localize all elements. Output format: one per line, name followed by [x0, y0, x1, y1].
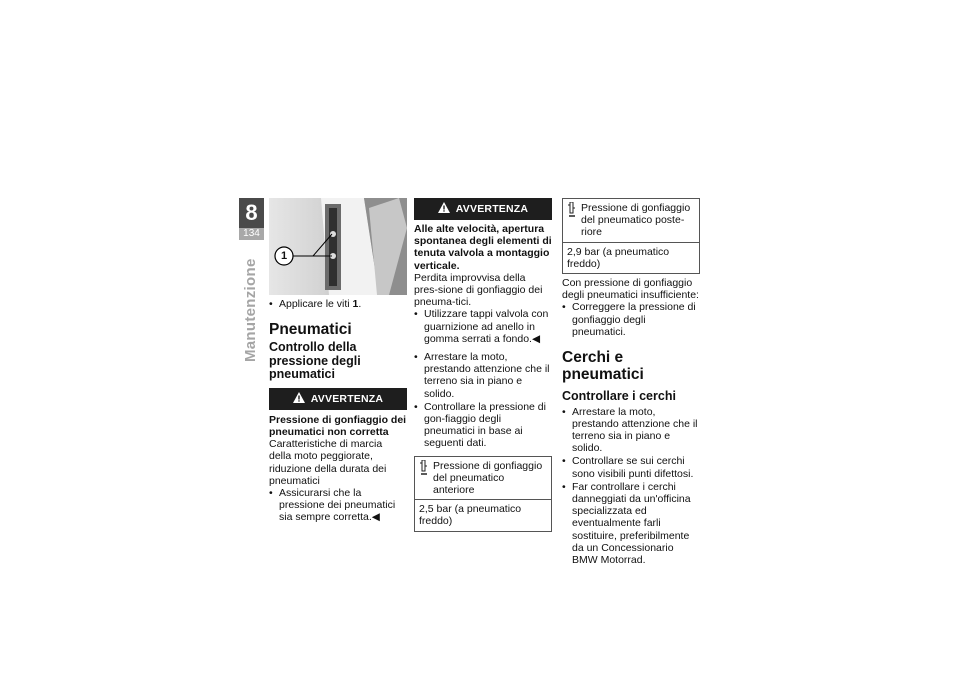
- page-number: 134: [239, 228, 264, 240]
- subsection-title-rims: Controllare i cerchi: [562, 389, 676, 404]
- tire-pressure-icon: [567, 202, 577, 221]
- spec-value: 2,9 bar (a pneumatico freddo): [563, 242, 699, 273]
- section-title-rims: Cerchi e pneumatici: [562, 349, 644, 384]
- list-item: • Controllare se sui cerchi sono visibili punti difettosi.: [562, 455, 700, 479]
- warning-bullets: [414, 308, 552, 345]
- warning-triangle-icon: [293, 392, 305, 406]
- warning-triangle-icon: [438, 202, 450, 216]
- chapter-title: Manutenzione: [242, 258, 259, 362]
- column-1: [269, 198, 407, 525]
- list-item: • Far controllare i cerchi danneggiati da un'officina specializzata ed eventualmente farli sostituire, preferibilmente da un Concessionario BMW Motorrad.: [562, 481, 700, 566]
- valve-photo: [269, 198, 407, 295]
- rim-bullets: [562, 406, 700, 567]
- warning-text: Caratteristiche di marcia della moto peggiorate, riduzione della durata dei pneumatici: [269, 438, 387, 487]
- list-item: • Utilizzare tappi valvola con guarnizione ad anello in gomma serrati a fondo.◀: [414, 308, 552, 345]
- tire-pressure-icon: [419, 460, 429, 479]
- subsection-title-pressure: Controllo della pressione degli pneumatici: [269, 340, 361, 382]
- list-item: • Arrestare la moto, prestando attenzione che il terreno sia in piano e solido.: [414, 351, 552, 400]
- section-title-tires: Pneumatici: [269, 321, 352, 339]
- list-item: • Assicurarsi che la pressione dei pneumatici sia sempre corretta.◀: [269, 487, 407, 524]
- correction-bullets: [562, 301, 700, 338]
- warning-title: Pressione di gonfiaggio dei pneumatici non corretta: [269, 413, 407, 438]
- column-2: [414, 198, 552, 532]
- spec-value: 2,5 bar (a pneumatico freddo): [415, 499, 551, 530]
- warning-banner: AVVERTENZA: [414, 198, 552, 220]
- figure-callout: 1: [280, 250, 288, 262]
- low-pressure-text: Con pressione di gonfiaggio degli pneumatici insufficiente:: [562, 277, 699, 302]
- spec-rear-pressure: [562, 198, 700, 274]
- list-item: • Applicare le viti 1.: [269, 298, 407, 310]
- check-bullets: [414, 351, 552, 450]
- spec-front-pressure: [414, 456, 552, 532]
- chapter-number: 8: [239, 198, 264, 228]
- warning-banner: AVVERTENZA: [269, 388, 407, 410]
- warning-text: Perdita improvvisa della pres-sione di gonfiaggio dei pneuma-tici.: [414, 271, 543, 309]
- list-item: • Arrestare la moto, prestando attenzione che il terreno sia in piano e solido.: [562, 406, 700, 455]
- apply-list: [269, 298, 407, 310]
- column-3: [562, 198, 700, 567]
- list-item: • Controllare la pressione di gon-fiaggio degli pneumatici in base ai seguenti dati.: [414, 401, 552, 450]
- spec-label: Pressione di gonfiaggio del pneumatico anteriore: [433, 459, 543, 497]
- list-item: • Correggere la pressione di gonfiaggio degli pneumatici.: [562, 301, 700, 338]
- valve-illustration: [269, 198, 407, 295]
- warning-bullets: [269, 487, 407, 524]
- warning-title: Alle alte velocità, apertura spontanea degli elementi di tenuta valvola a montaggio verticale.: [414, 223, 552, 272]
- spec-label: Pressione di gonfiaggio del pneumatico poste-riore: [581, 202, 691, 239]
